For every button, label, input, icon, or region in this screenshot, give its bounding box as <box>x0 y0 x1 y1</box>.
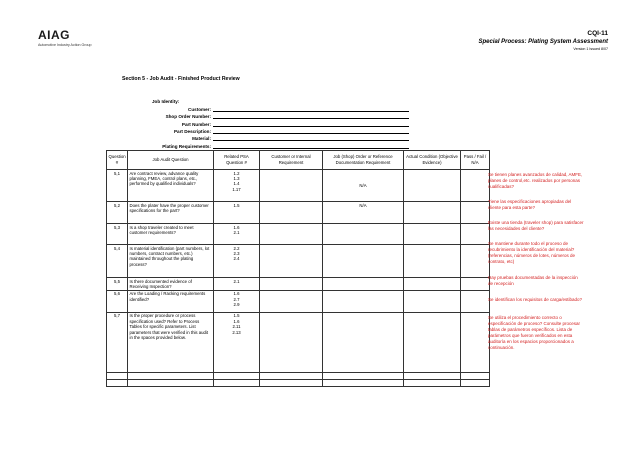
actual-condition-cell[interactable] <box>404 312 461 372</box>
field-part-description <box>145 127 409 134</box>
actual-condition-cell[interactable] <box>404 245 461 278</box>
field-label: Plating Requirements: <box>162 143 211 149</box>
question-number-cell: 5,3 <box>107 224 128 245</box>
field-part-number <box>145 119 409 126</box>
field-label: Customer: <box>188 106 211 112</box>
question-cell: Are the Loading / Racking requirements identified? <box>128 290 214 312</box>
job-order-cell <box>323 278 404 291</box>
job-order-cell: N/A <box>323 202 404 224</box>
customer-input-line[interactable] <box>213 105 409 112</box>
column-header: Related PSA Question # <box>214 151 260 170</box>
customer-requirement-cell[interactable] <box>260 224 323 245</box>
column-header: Customer or Internal Requirement <box>260 151 323 170</box>
related-psa-cell: 1.6 2.7 2.9 <box>214 290 260 312</box>
field-label: Part Description: <box>173 128 211 134</box>
part-description-input-line[interactable] <box>213 127 409 134</box>
table-row <box>107 170 490 202</box>
part-number-input-line[interactable] <box>213 120 409 127</box>
column-header: Actual Condition (Objective Evidence) <box>404 151 461 170</box>
column-header: Job Audit Question <box>128 151 214 170</box>
doc-title: Special Process: Plating System Assessment <box>478 39 608 45</box>
job-order-cell <box>323 312 404 372</box>
question-cell: Is the proper procedure or process specification used? Refer to Process Tables for specific parameters. List parameters that were verified in this audit in the spaces provided below. <box>128 312 214 372</box>
pass-fail-cell[interactable] <box>461 290 490 312</box>
pass-fail-cell[interactable] <box>461 224 490 245</box>
spanish-translation-note: Se utiliza el procedimiento correcto o especificación de proceso? Consulte procesar tablas de parámetros específicos. Lista de parámetros que fueron verificados en esta auditoría en los espacios proporcionados a continuación. <box>488 315 581 351</box>
question-cell: Are contract review, advance quality planning, FMEA, control plans, etc., performed by qualified individuals? <box>128 170 214 202</box>
related-psa-cell: 2.2 2.3 2.4 <box>214 245 260 278</box>
section-title: Section 5 - Job Audit - Finished Product Review <box>122 76 240 82</box>
question-cell <box>128 372 214 379</box>
customer-requirement-cell[interactable] <box>260 290 323 312</box>
customer-requirement-cell[interactable] <box>260 170 323 202</box>
spanish-translation-note: Se mantiene durante todo el proceso de recubrimiento la identificación del material? (referencias, números de lotes, números de contrato, etc) <box>488 241 576 265</box>
spanish-translation-note: Se tienen planes avanzados de calidad, AMFE, planes de control,etc. realizados por personas cualificadas? <box>488 172 583 190</box>
job-order-cell <box>323 372 404 379</box>
question-number-cell: 5,1 <box>107 170 128 202</box>
actual-condition-cell[interactable] <box>404 379 461 386</box>
column-header: Job (Shop) Order or Reference Documentation Requirement <box>323 151 404 170</box>
field-label: Material: <box>192 136 211 142</box>
actual-condition-cell[interactable] <box>404 170 461 202</box>
field-label: Shop Order Number: <box>165 114 211 120</box>
field-customer <box>145 104 409 111</box>
spanish-translation-note: Tiene las especificaciones apropiadas del cliente para esta parte? <box>488 199 572 211</box>
question-number-cell: 5,2 <box>107 202 128 224</box>
customer-requirement-cell[interactable] <box>260 372 323 379</box>
field-plating-requirements <box>145 141 409 148</box>
related-psa-cell <box>214 372 260 379</box>
material-input-line[interactable] <box>213 134 409 141</box>
actual-condition-cell[interactable] <box>404 278 461 291</box>
question-cell: Is material identification (part numbers, lot numbers, contract numbers, etc.) maintained throughout the plating process? <box>128 245 214 278</box>
customer-requirement-cell[interactable] <box>260 312 323 372</box>
job-order-cell <box>323 224 404 245</box>
pass-fail-cell[interactable] <box>461 245 490 278</box>
table-header-row <box>107 151 490 170</box>
table-row <box>107 202 490 224</box>
spanish-translation-note: Hay pruebas documentadas de la inspección de recepción <box>488 275 578 287</box>
actual-condition-cell[interactable] <box>404 224 461 245</box>
job-audit-table <box>106 150 490 387</box>
table-row <box>107 224 490 245</box>
spanish-translation-note: Existe una tienda (traveler shop) para satisfacer las necesidades del cliente? <box>488 220 584 232</box>
related-psa-cell: 1.2 1.3 1.4 1.17 <box>214 170 260 202</box>
customer-requirement-cell[interactable] <box>260 379 323 386</box>
related-psa-cell: 1.5 1.6 2.11 2.13 <box>214 312 260 372</box>
table-row <box>107 290 490 312</box>
actual-condition-cell[interactable] <box>404 290 461 312</box>
question-number-cell: 5,7 <box>107 312 128 372</box>
table-row <box>107 312 490 372</box>
table-row <box>107 379 490 386</box>
job-identity-heading-row <box>145 97 409 104</box>
pass-fail-cell[interactable] <box>461 372 490 379</box>
customer-requirement-cell[interactable] <box>260 278 323 291</box>
pass-fail-cell[interactable] <box>461 379 490 386</box>
field-material <box>145 134 409 141</box>
pass-fail-cell[interactable] <box>461 170 490 202</box>
job-identity-block <box>145 97 409 149</box>
column-header: Pass / Fail / N/A <box>461 151 490 170</box>
related-psa-cell <box>214 379 260 386</box>
spanish-translation-note: Se identifican los requisitos de carga/estibado? <box>488 297 583 302</box>
question-cell <box>128 379 214 386</box>
related-psa-cell: 1.6 2.1 <box>214 224 260 245</box>
table-row <box>107 278 490 291</box>
question-number-cell <box>107 379 128 386</box>
customer-requirement-cell[interactable] <box>260 202 323 224</box>
actual-condition-cell[interactable] <box>404 202 461 224</box>
customer-requirement-cell[interactable] <box>260 245 323 278</box>
job-order-cell <box>323 379 404 386</box>
question-number-cell: 5,5 <box>107 278 128 291</box>
shop-order-input-line[interactable] <box>213 112 409 119</box>
document-header <box>478 30 608 51</box>
logo-tagline: Automotive Industry Action Group <box>38 43 92 47</box>
pass-fail-cell[interactable] <box>461 202 490 224</box>
question-cell: Does the plater have the proper customer specifications for the part? <box>128 202 214 224</box>
doc-version: Version 1 Issued 8/07 <box>573 47 608 51</box>
job-identity-heading: Job Identity: <box>152 99 180 105</box>
plating-requirements-input-line[interactable] <box>213 142 409 149</box>
aiag-logo <box>38 28 92 47</box>
logo-text: AIAG <box>38 28 70 42</box>
question-cell: Is there documented evidence of Receiving Inspection? <box>128 278 214 291</box>
field-label: Part Number: <box>181 121 211 127</box>
column-header: Question # <box>107 151 128 170</box>
related-psa-cell: 2.1 <box>214 278 260 291</box>
job-order-cell <box>323 290 404 312</box>
question-cell: Is a shop traveler created to meet customer requirements? <box>128 224 214 245</box>
job-order-cell: N/A <box>323 170 404 202</box>
doc-code: CQI-11 <box>587 30 608 37</box>
table-row <box>107 372 490 379</box>
question-number-cell <box>107 372 128 379</box>
job-order-cell <box>323 245 404 278</box>
table-row <box>107 245 490 278</box>
related-psa-cell: 1.5 <box>214 202 260 224</box>
question-number-cell: 5,4 <box>107 245 128 278</box>
pass-fail-cell[interactable] <box>461 278 490 291</box>
pass-fail-cell[interactable] <box>461 312 490 372</box>
field-shop-order <box>145 112 409 119</box>
actual-condition-cell[interactable] <box>404 372 461 379</box>
question-number-cell: 5,6 <box>107 290 128 312</box>
